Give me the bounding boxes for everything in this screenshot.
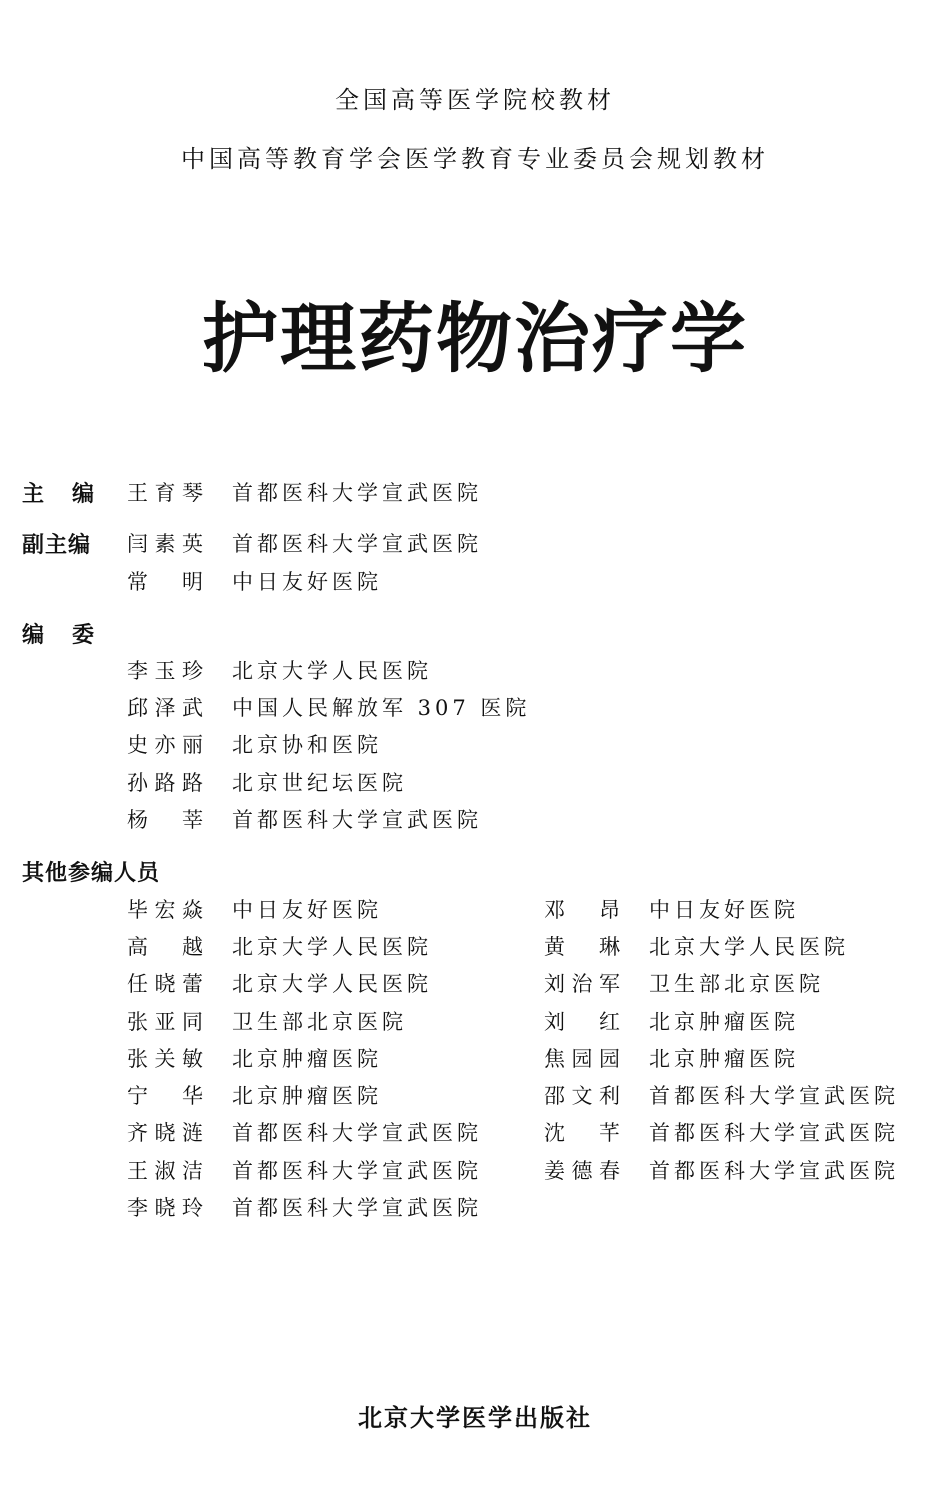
series-line-2: 中国高等教育学会医学教育专业委员会规划教材 — [181, 145, 769, 173]
person-affiliation: 北京肿瘤医院 — [232, 1084, 382, 1108]
person-name: 邵文利 — [544, 1084, 620, 1108]
person-name: 邓昂 — [544, 898, 620, 922]
person-name: 张亚同 — [127, 1010, 203, 1034]
person-name: 刘红 — [544, 1010, 620, 1034]
person-affiliation: 北京大学人民医院 — [232, 972, 432, 996]
person-affiliation: 卫生部北京医院 — [232, 1010, 407, 1034]
role-other-contributors: 其他参编人员 — [22, 861, 161, 886]
person-name: 高越 — [127, 935, 203, 959]
person-affiliation: 首都医科大学宣武医院 — [649, 1159, 899, 1183]
person-affiliation: 首都医科大学宣武医院 — [232, 532, 482, 556]
person-name: 杨莘 — [127, 808, 203, 832]
person-name: 邱泽武 — [127, 696, 203, 720]
person-name: 姜德春 — [544, 1159, 620, 1183]
person-affiliation: 首都医科大学宣武医院 — [232, 1196, 482, 1220]
person-name: 刘治军 — [544, 972, 620, 996]
person-name: 常明 — [127, 570, 203, 594]
person-affiliation: 首都医科大学宣武医院 — [649, 1121, 899, 1145]
person-name: 毕宏焱 — [127, 898, 203, 922]
person-name: 沈芊 — [544, 1121, 620, 1145]
person-affiliation: 首都医科大学宣武医院 — [649, 1084, 899, 1108]
person-name: 齐晓涟 — [127, 1121, 203, 1145]
role-editorial-board: 编委 — [22, 623, 123, 648]
person-affiliation: 卫生部北京医院 — [649, 972, 824, 996]
person-name: 李晓玲 — [127, 1196, 203, 1220]
person-name: 王淑洁 — [127, 1159, 203, 1183]
series-line-1: 全国高等医学院校教材 — [335, 86, 615, 114]
person-name: 王育琴 — [127, 481, 203, 505]
person-name: 史亦丽 — [127, 733, 203, 757]
person-affiliation: 北京肿瘤医院 — [649, 1047, 799, 1071]
role-deputy-editor: 副主编 — [22, 533, 92, 558]
person-affiliation: 中日友好医院 — [232, 570, 382, 594]
person-affiliation: 中国人民解放军 307 医院 — [232, 696, 531, 720]
person-affiliation: 首都医科大学宣武医院 — [232, 481, 482, 505]
person-name: 黄琳 — [544, 935, 620, 959]
person-name: 任晓蕾 — [127, 972, 203, 996]
person-name: 焦园园 — [544, 1047, 620, 1071]
person-name: 张关敏 — [127, 1047, 203, 1071]
person-affiliation: 首都医科大学宣武医院 — [232, 808, 482, 832]
person-affiliation: 首都医科大学宣武医院 — [232, 1121, 482, 1145]
person-affiliation: 首都医科大学宣武医院 — [232, 1159, 482, 1183]
person-affiliation: 北京大学人民医院 — [232, 659, 432, 683]
person-affiliation: 北京大学人民医院 — [649, 935, 849, 959]
person-affiliation: 北京大学人民医院 — [232, 935, 432, 959]
person-name: 孙路路 — [127, 771, 203, 795]
person-affiliation: 北京肿瘤医院 — [232, 1047, 382, 1071]
person-affiliation: 北京肿瘤医院 — [649, 1010, 799, 1034]
book-title: 护理药物治疗学 — [202, 294, 748, 383]
person-affiliation: 北京协和医院 — [232, 733, 382, 757]
person-affiliation: 北京世纪坛医院 — [232, 771, 407, 795]
person-name: 闫素英 — [127, 532, 203, 556]
person-name: 宁华 — [127, 1084, 203, 1108]
role-chief-editor: 主编 — [22, 482, 123, 507]
person-affiliation: 中日友好医院 — [649, 898, 799, 922]
publisher-name: 北京大学医学出版社 — [358, 1404, 592, 1432]
person-affiliation: 中日友好医院 — [232, 898, 382, 922]
person-name: 李玉珍 — [127, 659, 203, 683]
